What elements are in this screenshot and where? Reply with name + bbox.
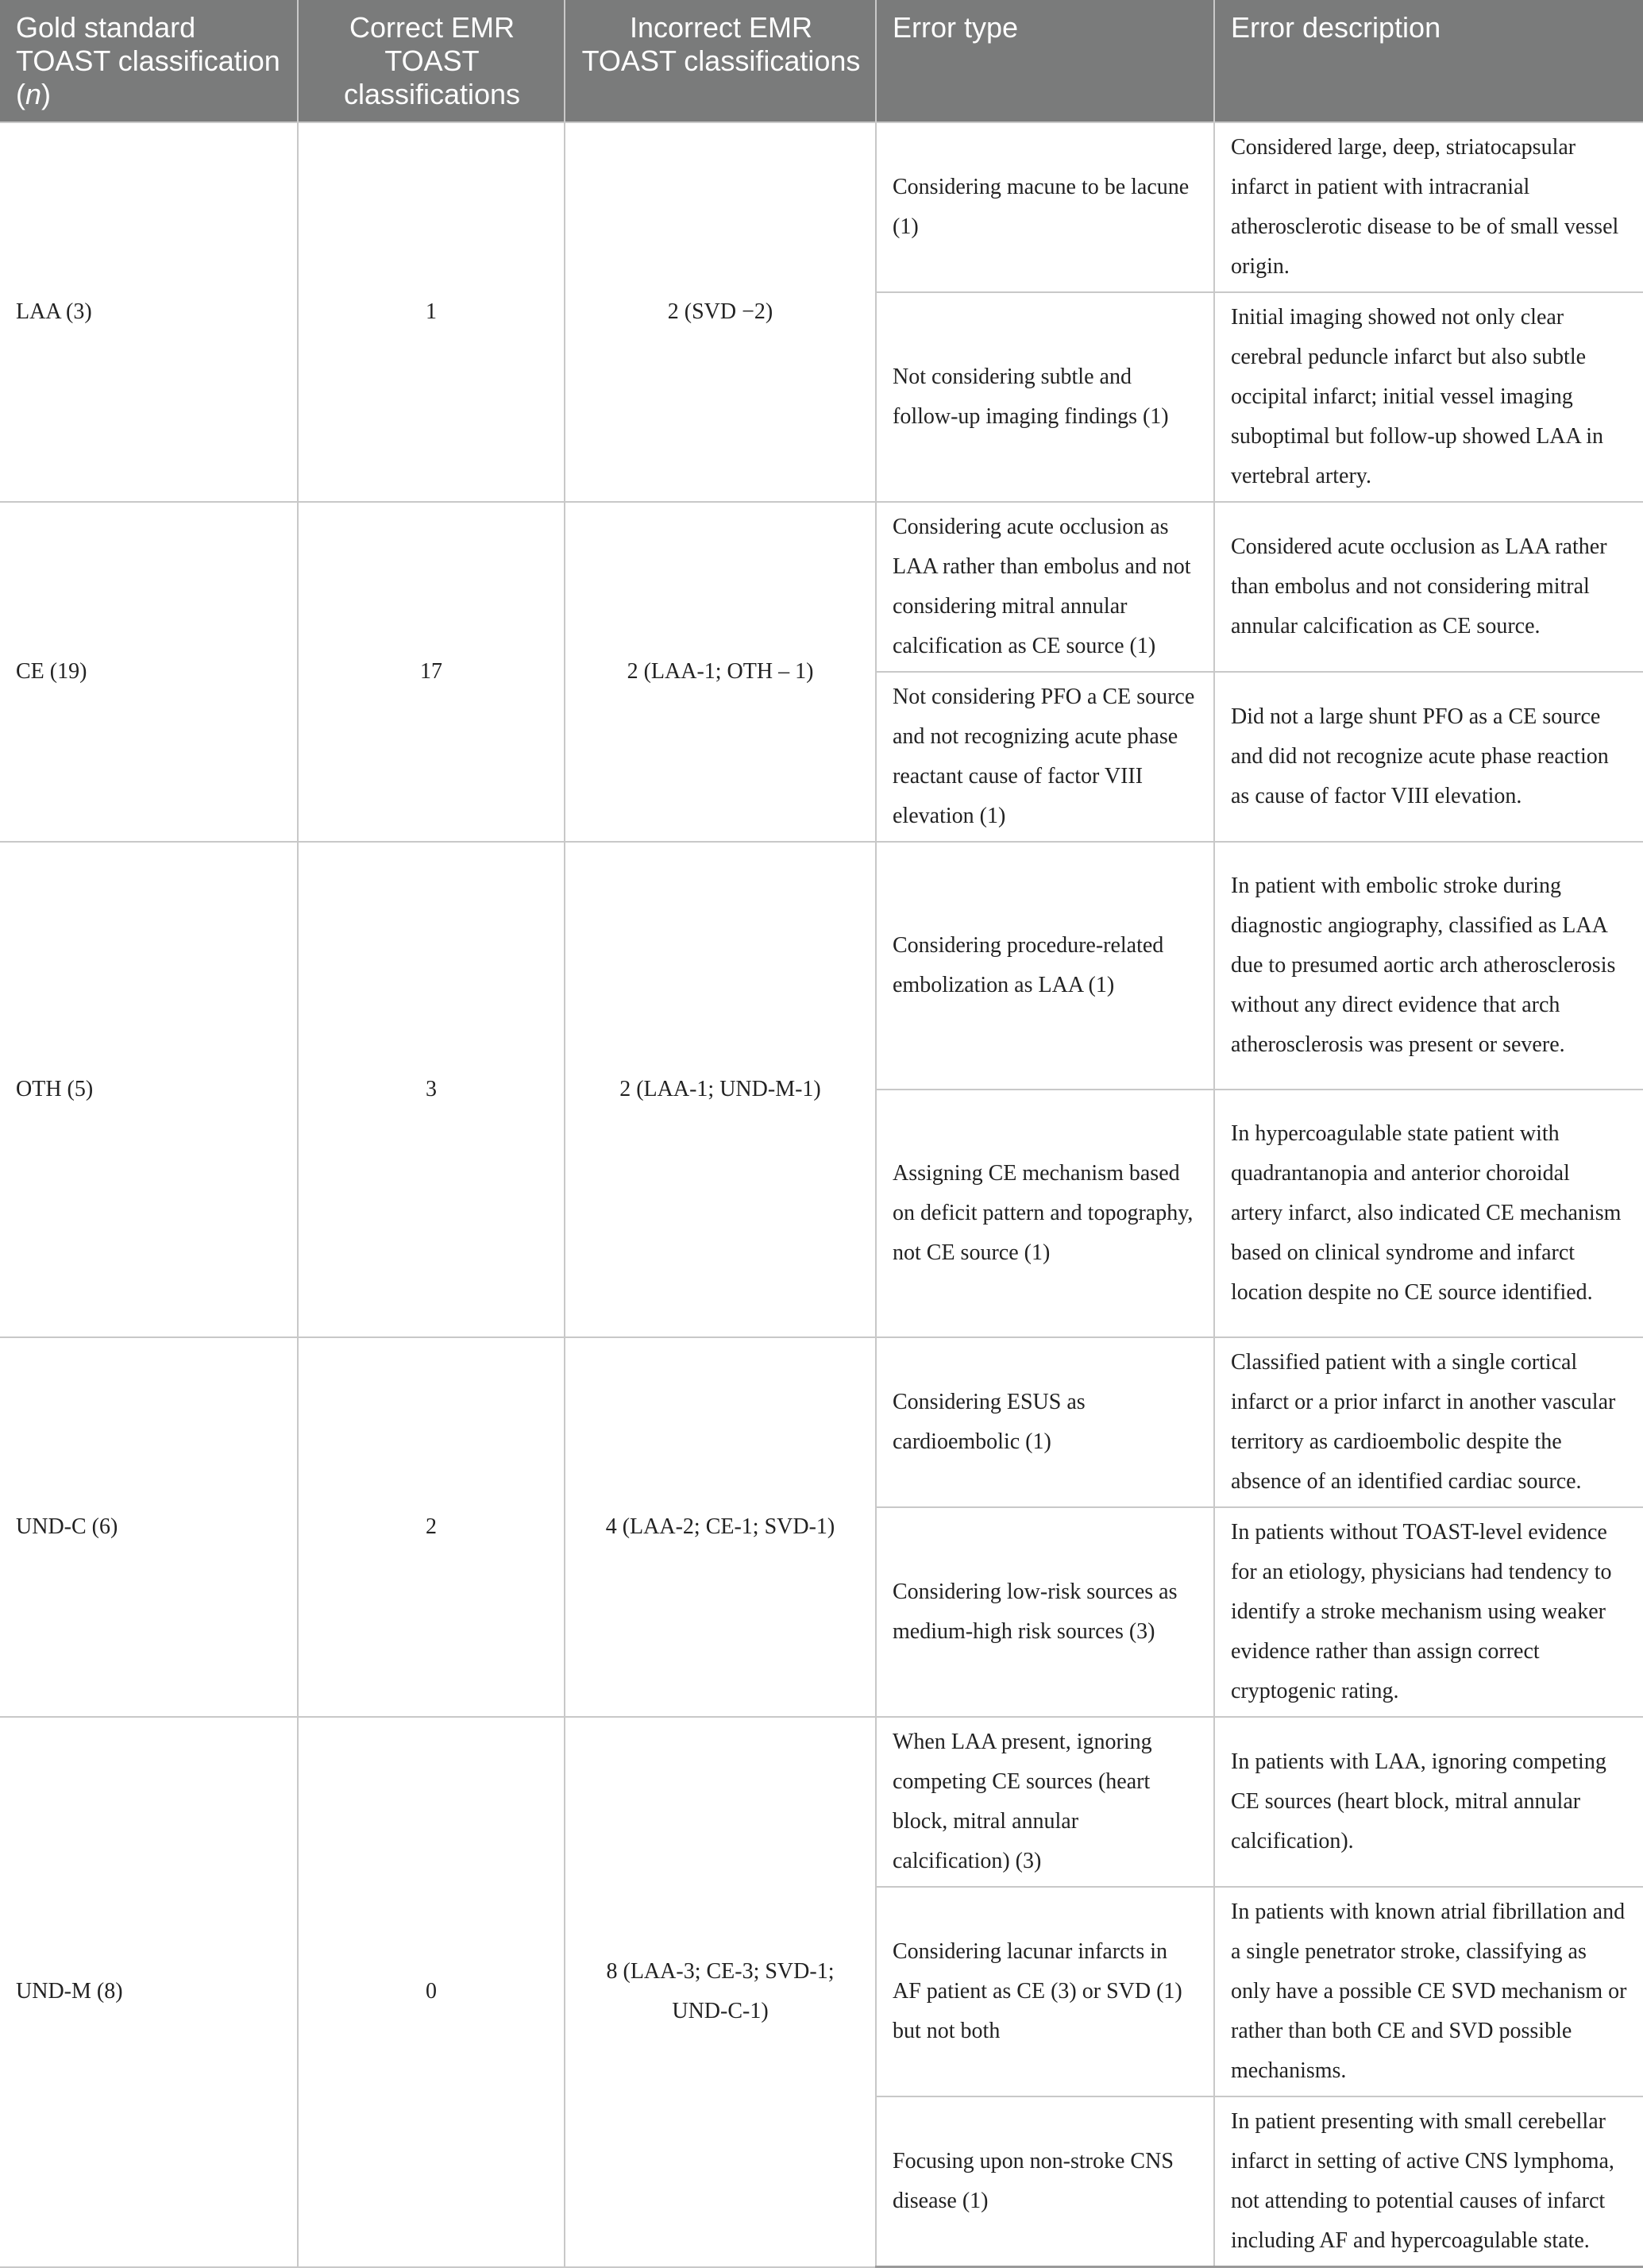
error-type-cell: Focusing upon non-stroke CNS disease (1): [876, 2096, 1214, 2267]
table-row: [0, 1337, 1643, 1507]
incorrect-count-cell: 2 (LAA-1; OTH – 1): [565, 502, 876, 842]
error-description-cell: In patient presenting with small cerebellar infarct in setting of active CNS lymphoma, not attending to potential causes of infarct including AF and hypercoagulable state.: [1214, 2096, 1643, 2267]
incorrect-count-cell: 4 (LAA-2; CE-1; SVD-1): [565, 1337, 876, 1717]
header-incorrect: Incorrect EMR TOAST classifications: [565, 0, 876, 122]
correct-count-cell: 0: [298, 1717, 565, 2267]
header-gold-standard: [0, 0, 298, 122]
error-type-cell: Considering ESUS as cardioembolic (1): [876, 1337, 1214, 1507]
error-description-cell: Did not a large shunt PFO as a CE source and did not recognize acute phase reaction as cause of factor VIII elevation.: [1214, 672, 1643, 842]
error-description-cell: In patients with LAA, ignoring competing CE sources (heart block, mitral annular calcification).: [1214, 1717, 1643, 1887]
header-row: [0, 0, 1643, 122]
correct-count-cell: 2: [298, 1337, 565, 1717]
table-row: [0, 502, 1643, 672]
header-correct: Correct EMR TOAST classifications: [298, 0, 565, 122]
correct-count-cell: 17: [298, 502, 565, 842]
header-error-type: Error type: [876, 0, 1214, 122]
error-type-cell: Considering lacunar infarcts in AF patient as CE (3) or SVD (1) but not both: [876, 1887, 1214, 2096]
correct-count-cell: 1: [298, 122, 565, 502]
header-gold-close: ): [41, 78, 52, 110]
error-description-cell: Initial imaging showed not only clear cerebral peduncle infarct but also subtle occipital infarct; initial vessel imaging suboptimal but follow-up showed LAA in vertebral artery.: [1214, 292, 1643, 502]
header-gold-n: n: [25, 78, 42, 110]
error-description-cell: In patient with embolic stroke during diagnostic angiography, classified as LAA due to presumed aortic arch atherosclerosis without any direct evidence that arch atherosclerosis was present or severe.: [1214, 842, 1643, 1090]
error-description-cell: Classified patient with a single cortical infarct or a prior infarct in another vascular territory as cardioembolic despite the absence of an identified cardiac source.: [1214, 1337, 1643, 1507]
error-description-cell: Considered large, deep, striatocapsular infarct in patient with intracranial atherosclerotic disease to be of small vessel origin.: [1214, 122, 1643, 292]
gold-standard-cell: CE (19): [0, 502, 298, 842]
table-row: [0, 122, 1643, 292]
gold-standard-cell: LAA (3): [0, 122, 298, 502]
error-type-cell: Not considering PFO a CE source and not recognizing acute phase reactant cause of factor VIII elevation (1): [876, 672, 1214, 842]
table-row: [0, 842, 1643, 1090]
error-type-cell: When LAA present, ignoring competing CE sources (heart block, mitral annular calcification) (3): [876, 1717, 1214, 1887]
table-body: [0, 122, 1643, 2267]
error-type-cell: Considering procedure-related embolization as LAA (1): [876, 842, 1214, 1090]
gold-standard-cell: UND-C (6): [0, 1337, 298, 1717]
error-description-cell: In patients with known atrial fibrillation and a single penetrator stroke, classifying as only have a possible CE SVD mechanism or rather than both CE and SVD possible mechanisms.: [1214, 1887, 1643, 2096]
header-error-description: Error description: [1214, 0, 1643, 122]
table-row: [0, 1717, 1643, 1887]
error-type-cell: Not considering subtle and follow-up imaging findings (1): [876, 292, 1214, 502]
gold-standard-cell: UND-M (8): [0, 1717, 298, 2267]
incorrect-count-cell: 2 (SVD −2): [565, 122, 876, 502]
error-description-cell: Considered acute occlusion as LAA rather than embolus and not considering mitral annular calcification as CE source.: [1214, 502, 1643, 672]
error-description-cell: In hypercoagulable state patient with quadrantanopia and anterior choroidal artery infarct, also indicated CE mechanism based on clinical syndrome and infarct location despite no CE source identified.: [1214, 1090, 1643, 1337]
error-type-cell: Considering low-risk sources as medium-high risk sources (3): [876, 1507, 1214, 1717]
error-type-cell: Considering macune to be lacune (1): [876, 122, 1214, 292]
header-gold-text: Gold standard TOAST classification (: [16, 11, 280, 110]
incorrect-count-cell: 2 (LAA-1; UND-M-1): [565, 842, 876, 1337]
error-type-cell: Assigning CE mechanism based on deficit pattern and topography, not CE source (1): [876, 1090, 1214, 1337]
gold-standard-cell: OTH (5): [0, 842, 298, 1337]
incorrect-count-cell: 8 (LAA-3; CE-3; SVD-1; UND-C-1): [565, 1717, 876, 2267]
table-header: [0, 0, 1643, 122]
error-description-cell: In patients without TOAST-level evidence for an etiology, physicians had tendency to identify a stroke mechanism using weaker evidence rather than assign correct cryptogenic rating.: [1214, 1507, 1643, 1717]
error-type-cell: Considering acute occlusion as LAA rather than embolus and not considering mitral annular calcification as CE source (1): [876, 502, 1214, 672]
correct-count-cell: 3: [298, 842, 565, 1337]
